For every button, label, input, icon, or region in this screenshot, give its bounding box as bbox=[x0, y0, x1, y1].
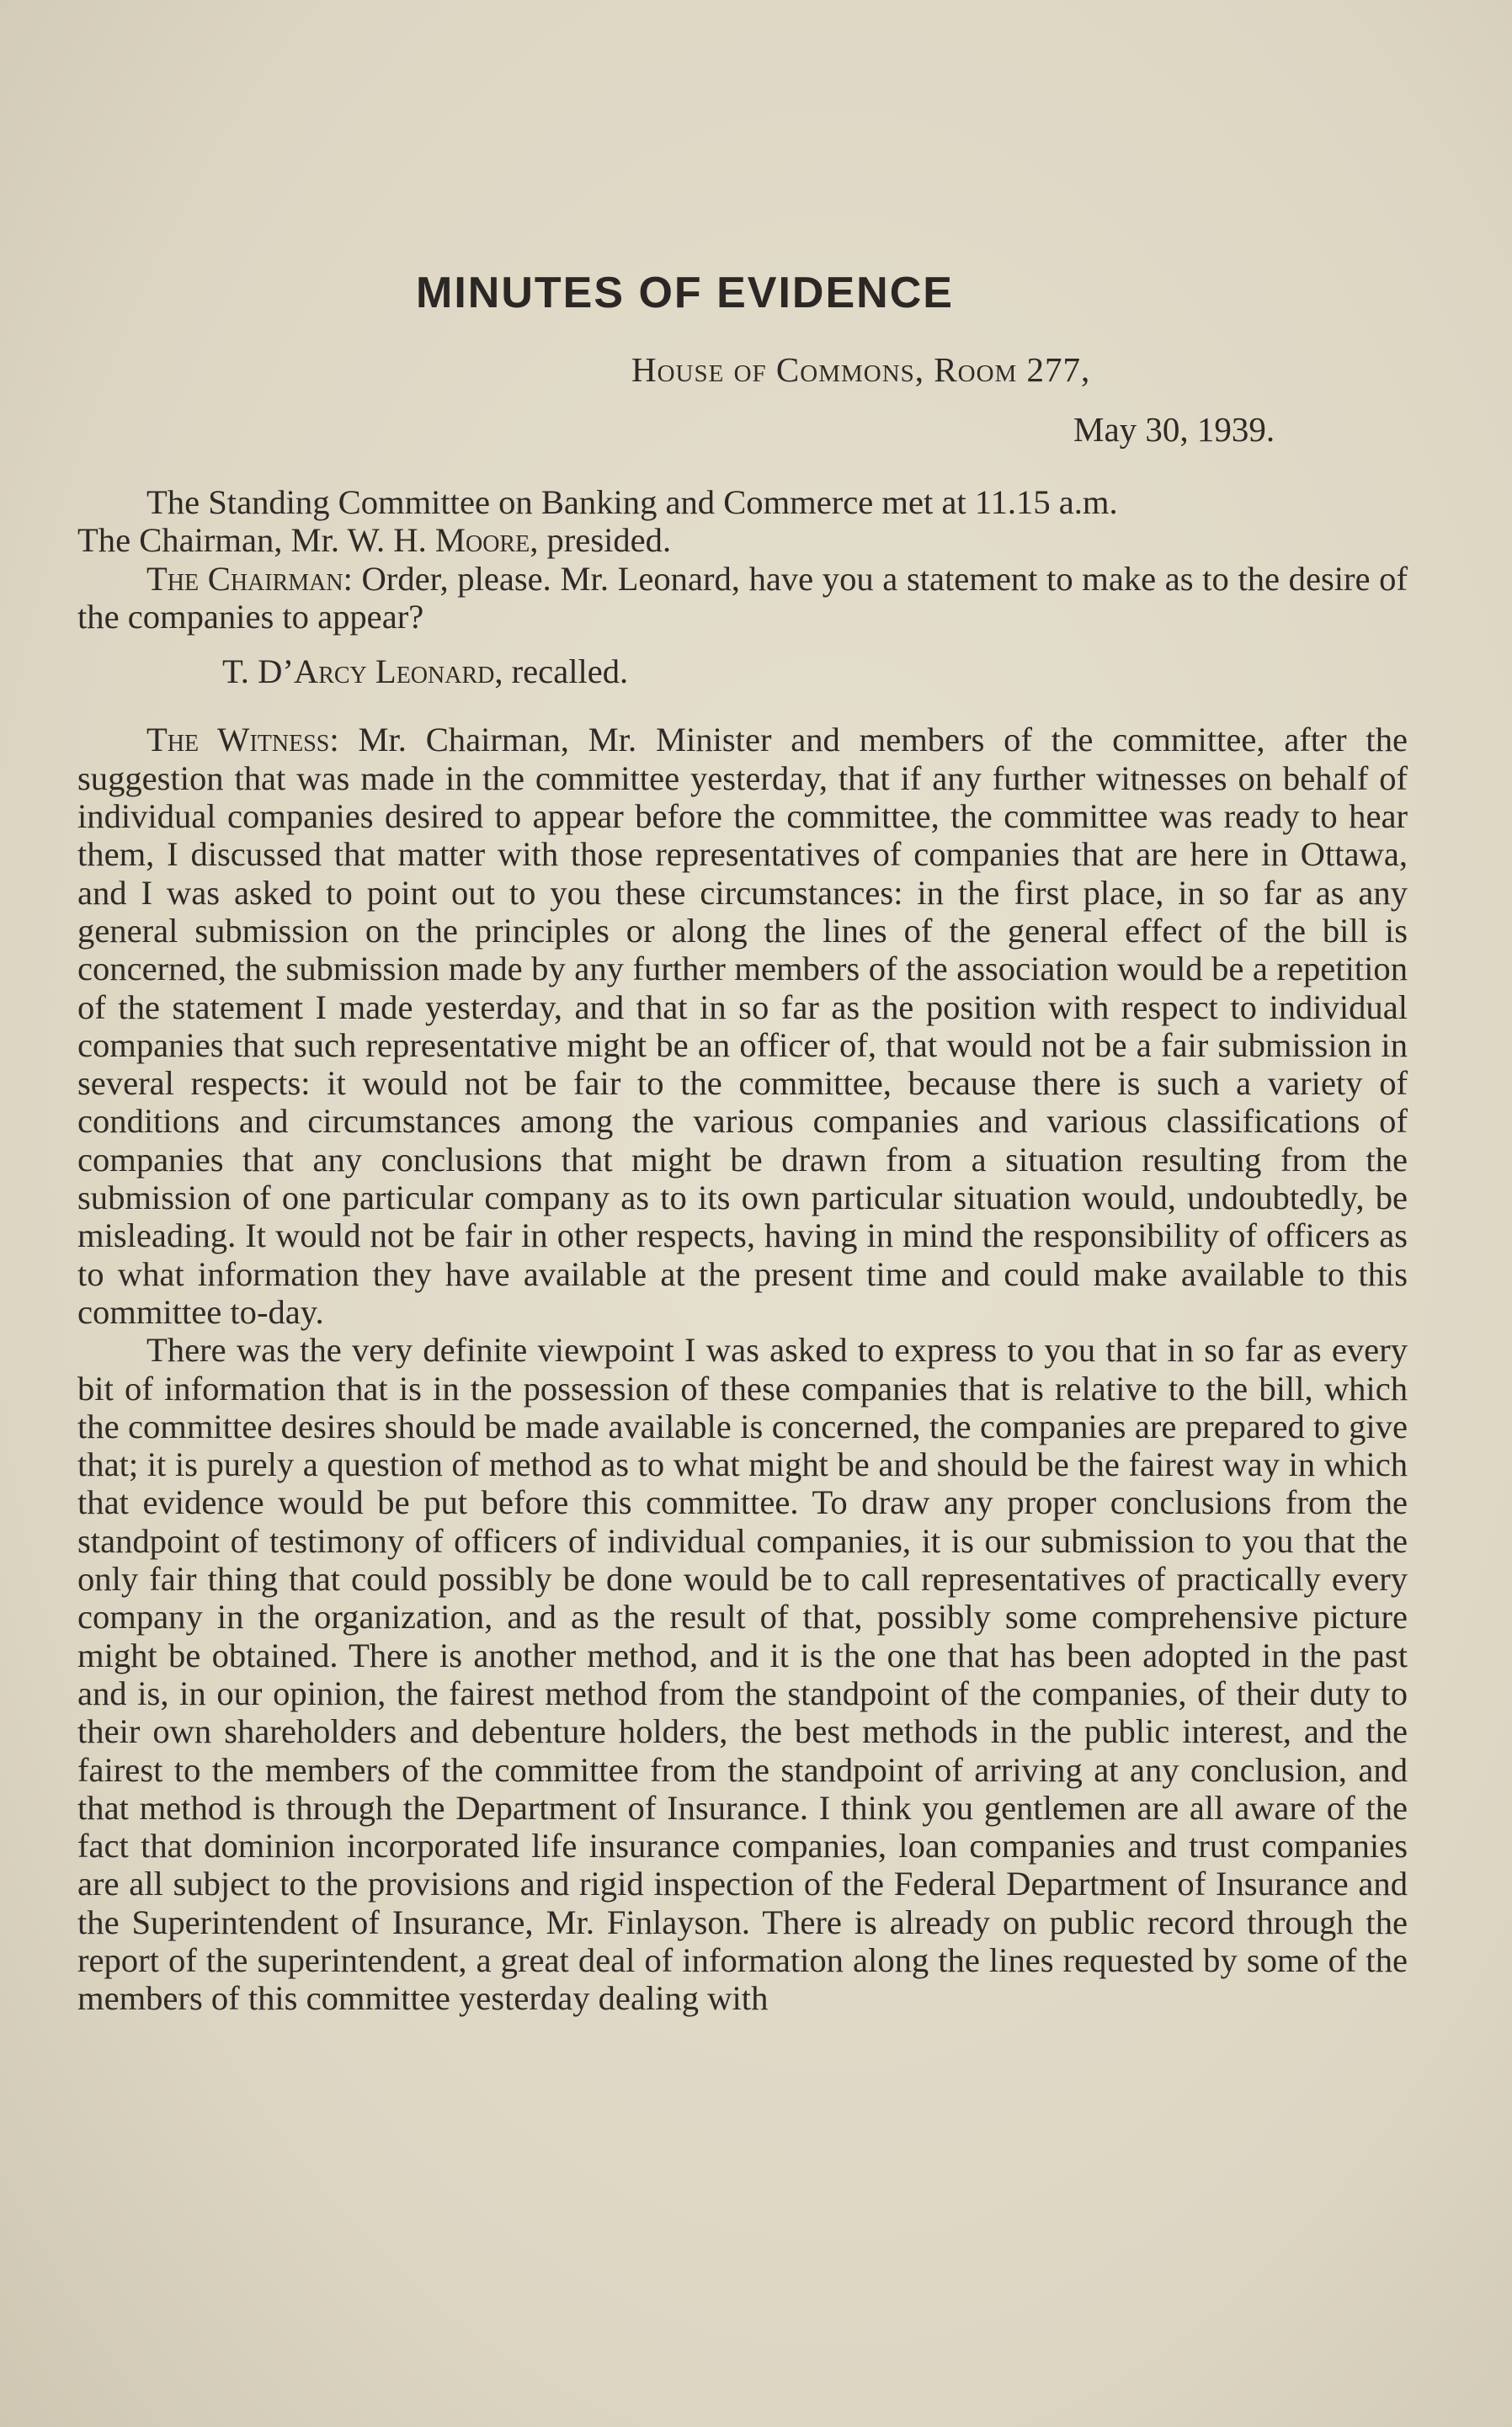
chairman-text: : Order, please. Mr. Leonard, have you a statement to make as to the desire of the companies to appear? bbox=[77, 559, 1408, 636]
chairman-name: Moore bbox=[434, 521, 530, 560]
document-body bbox=[77, 483, 1408, 2018]
opening-line-2-prefix: The Chairman, Mr. W. H. bbox=[77, 521, 435, 560]
opening-paragraph bbox=[77, 483, 1408, 560]
opening-line-1: The Standing Committee on Banking and Commerce met at 11.15 a.m. bbox=[146, 483, 1118, 521]
witness-name: D’Arcy Leonard bbox=[258, 652, 495, 691]
chairman-speaker: The Chairman bbox=[146, 559, 343, 598]
witness-paragraph-1 bbox=[77, 721, 1408, 1331]
witness-recalled-line bbox=[77, 652, 1408, 690]
page-title: MINUTES OF EVIDENCE bbox=[416, 269, 954, 317]
chairman-paragraph bbox=[77, 560, 1408, 636]
opening-line-2-suffix: , presided. bbox=[530, 521, 672, 560]
witness-initial: T. bbox=[222, 652, 258, 691]
witness-paragraph-1-text: : Mr. Chairman, Mr. Minister and members of the committee, after the suggestion that was made in the committee yesterday, that if any further witnesses on behalf of individual companies desired to appear before the committee, the committee was ready to hear them, I discussed that matter with those representatives of companies that are here in Ottawa, and I was asked to point out to you these circumstances: in the first place, in so far as any general submission on the principles or along the lines of the general effect of the bill is concerned, the submission made by any further members of the association would be a repetition of the statement I made yesterday, and that in so far as the position with respect to individual companies that such representative might be an officer of, that would not be a fair submission in several respects: it would not be fair to the committee, because there is such a variety of conditions and circumstances among the various companies and various classifications of companies that any conclusions that might be drawn from a situation resulting from the submission of one particular company as to its own particular situation would, undoubtedly, be misleading. It would not be fair in other respects, having in mind the responsibility of officers as to what information they have available at the present time and could make available to this committee to-day. bbox=[77, 721, 1408, 1331]
meeting-place: House of Commons, Room 277, bbox=[631, 350, 1091, 389]
witness-recalled-text: , recalled. bbox=[494, 652, 629, 691]
witness-speaker: The Witness bbox=[146, 721, 330, 759]
meeting-date: May 30, 1939. bbox=[1073, 410, 1275, 449]
witness-paragraph-2: There was the very definite viewpoint I was asked to express to you that in so far as every bit of information that is in the possession of these companies that is relative to the bill, which the committee desires should be made available is concerned, the companies are prepared to give that; it is purely a question of method as to what might be and should be the fairest way in which that evidence would be put before this committee. To draw any proper conclusions from the standpoint of testimony of officers of individual companies, it is our submission to you that the only fair thing that could possibly be done would be to call representatives of practically every company in the organization, and as the result of that, possibly some comprehensive picture might be obtained. There is another method, and it is the one that has been adopted in the past and is, in our opinion, the fairest method from the standpoint of the companies, of their duty to their own shareholders and debenture holders, the best methods in the public interest, and the fairest to the members of the committee from the standpoint of arriving at any conclusion, and that method is through the Department of Insurance. I think you gentlemen are all aware of the fact that dominion incorporated life insurance companies, loan companies and trust companies are all subject to the provisions and rigid inspection of the Federal Department of Insurance and the Superintendent of Insurance, Mr. Finlayson. There is already on public record through the report of the superintendent, a great deal of information along the lines requested by some of the members of this committee yesterday dealing with bbox=[77, 1331, 1408, 2018]
